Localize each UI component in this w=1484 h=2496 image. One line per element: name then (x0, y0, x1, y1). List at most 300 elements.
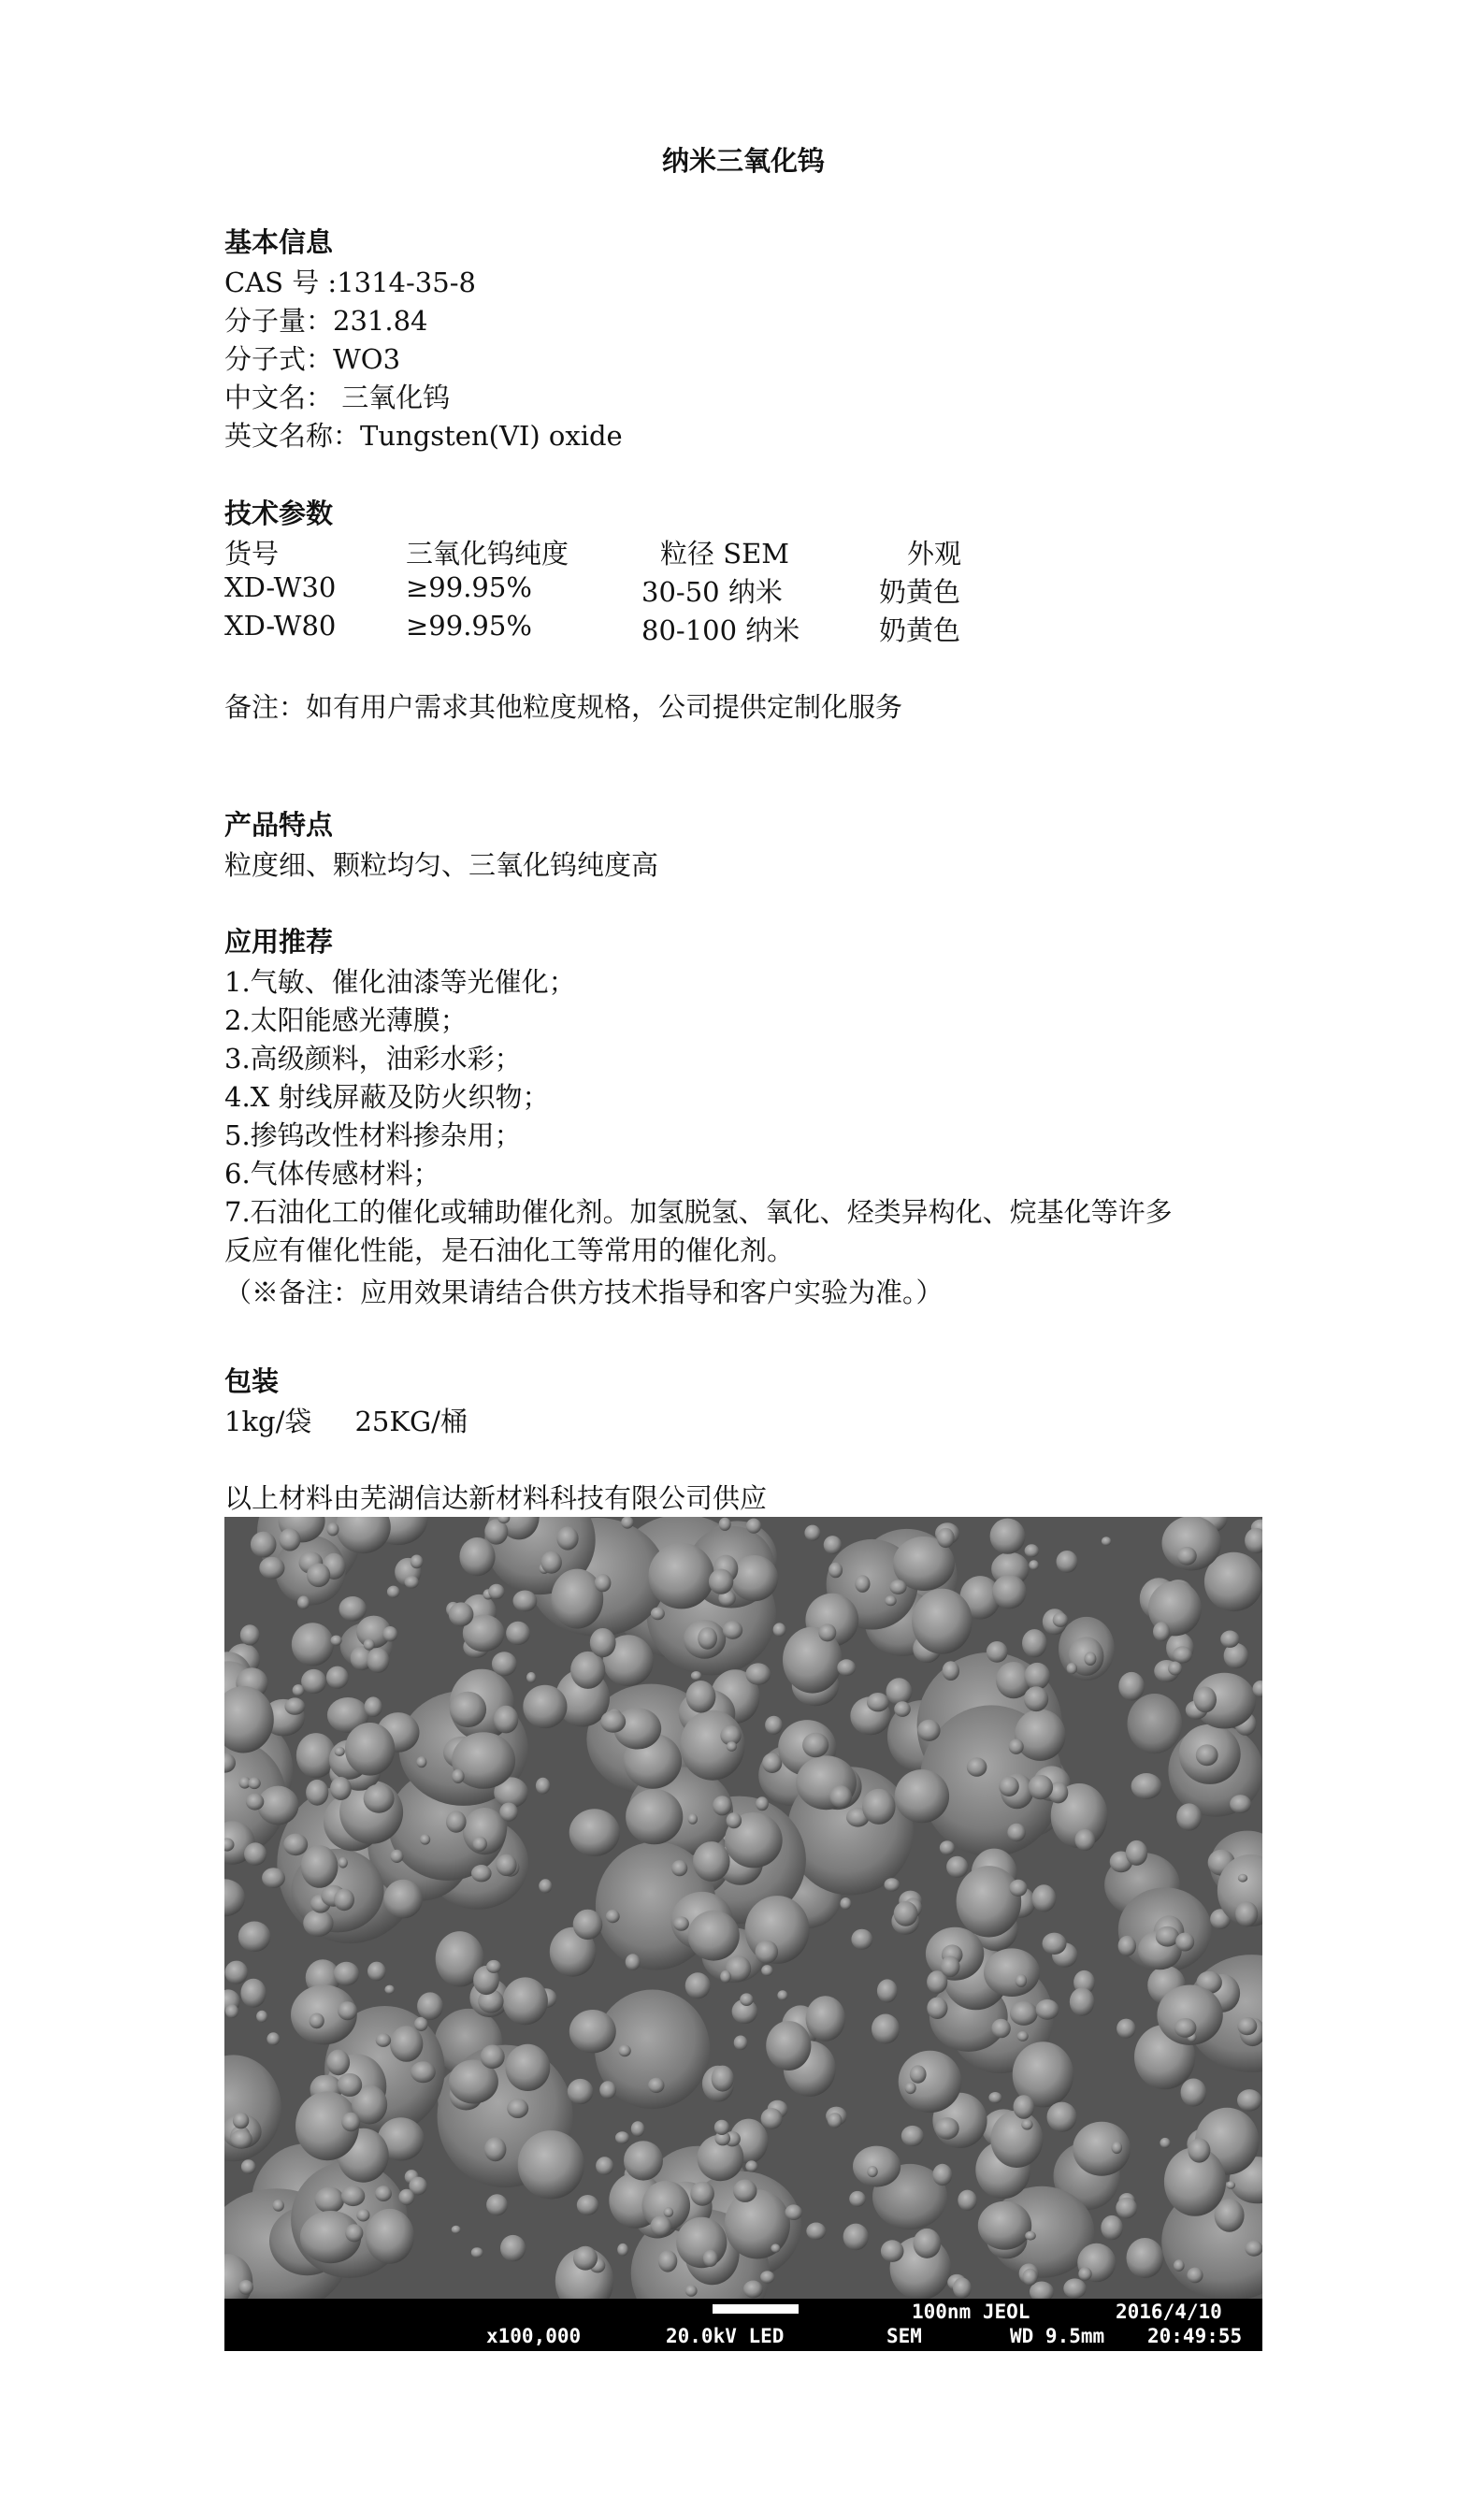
particle (745, 2160, 757, 2171)
particle (569, 2010, 616, 2053)
particle (303, 1910, 333, 1937)
particle (405, 1576, 419, 1588)
particle (756, 1796, 769, 1811)
particle (818, 1623, 836, 1641)
particle (760, 2271, 774, 2283)
particle (375, 2186, 392, 2201)
particle (416, 1756, 426, 1767)
particle (685, 1972, 711, 1998)
particle (626, 1954, 641, 1970)
particle (867, 2166, 877, 2177)
particle (1226, 2181, 1235, 2189)
particle (1196, 1744, 1218, 1766)
particle (341, 2113, 360, 2132)
sem-date: 2016/4/10 (1116, 2301, 1222, 2323)
particle (837, 1659, 856, 1676)
particle (912, 1589, 973, 1654)
particle (843, 2224, 869, 2251)
sem-mode: SEM (886, 2325, 922, 2347)
particle (590, 1628, 616, 1657)
particle (471, 2247, 483, 2258)
particle (449, 1602, 474, 1626)
list-item: 2.太阳能感光薄膜； (224, 1004, 468, 1036)
particle (1194, 1687, 1217, 1713)
list-item: 6.气体传感材料； (224, 1158, 440, 1190)
particle (895, 1769, 949, 1823)
particle (240, 1624, 260, 1645)
particle (773, 1623, 786, 1637)
particle (1078, 2267, 1091, 2280)
particle (685, 2285, 698, 2296)
particle (990, 1519, 1026, 1554)
particle (777, 1990, 787, 2000)
particle (1070, 1988, 1095, 2016)
particle (1009, 1880, 1027, 1897)
particle (488, 1584, 504, 1599)
particle (518, 2130, 584, 2199)
particle (339, 1596, 367, 1622)
particle (1156, 1926, 1179, 1947)
scale-bar (713, 2304, 799, 2314)
particle (486, 1960, 501, 1973)
particle (486, 2194, 508, 2215)
particle (259, 1557, 284, 1580)
particle (1174, 2018, 1197, 2038)
particle (1102, 1537, 1112, 1545)
particle (301, 1669, 326, 1694)
particle (390, 2026, 423, 2062)
tech-note: 备注：如有用户需求其他粒度规格，公司提供定制化服务 (224, 691, 903, 723)
particle (297, 1596, 310, 1609)
particle (940, 1840, 955, 1854)
particle (1174, 2259, 1185, 2272)
particle (673, 1916, 689, 1930)
particle (618, 2045, 630, 2057)
particle (885, 1595, 896, 1606)
particle (248, 1778, 261, 1790)
particle (881, 2240, 904, 2262)
particle (1238, 1874, 1247, 1883)
particle (867, 1693, 889, 1711)
table-row (224, 571, 1066, 609)
particle (914, 2229, 942, 2258)
sem-voltage: 20.0kV LED (666, 2325, 785, 2347)
particle (1230, 1795, 1251, 1813)
particle (1032, 1884, 1057, 1912)
sem-scale-label: 100nm JEOL (912, 2301, 1030, 2323)
particle (240, 1979, 266, 2008)
particle (1118, 1672, 1145, 1701)
particle (452, 1769, 464, 1783)
particle (1175, 1933, 1194, 1952)
particle (899, 2051, 962, 2113)
particle (761, 1965, 772, 1976)
particle (1160, 2138, 1170, 2148)
particle (1118, 1936, 1136, 1956)
particle (840, 1897, 851, 1910)
particle (338, 2073, 362, 2097)
particle (1057, 1551, 1078, 1573)
cell-code: XD-W30 (224, 571, 337, 603)
basic-line-cn-name: 中文名： 三氧化钨 (224, 382, 451, 413)
basic-line-cas: CAS 号 :1314-35-8 (224, 267, 476, 298)
particle (497, 1854, 517, 1876)
particle (905, 2082, 916, 2094)
particle (376, 2033, 391, 2047)
particle (334, 1889, 354, 1912)
list-item: 5.掺钨改性材料掺杂用； (224, 1119, 522, 1151)
particle (551, 1569, 603, 1629)
particle (541, 1551, 562, 1574)
cell-purity: ≥99.95% (406, 610, 532, 642)
particle (1176, 1803, 1202, 1830)
particle (615, 2131, 629, 2143)
sem-info-bar (224, 2299, 1262, 2351)
list-item: 3.高级颜料，油彩水彩； (224, 1043, 522, 1075)
particle (367, 1962, 386, 1982)
particle (503, 1977, 548, 2025)
particle (484, 2137, 506, 2161)
particle (719, 1518, 731, 1531)
particle (1029, 1560, 1039, 1570)
particle (1025, 2231, 1036, 2241)
particle (806, 1996, 845, 2041)
particle (411, 1555, 424, 1569)
particle (851, 1929, 872, 1950)
features-text: 粒度细、颗粒均匀、三氧化钨纯度高 (224, 849, 659, 881)
particle (1010, 2001, 1038, 2026)
particle (1128, 1694, 1183, 1753)
particle (690, 2182, 714, 2206)
particle (828, 2113, 842, 2128)
particle (802, 1733, 828, 1757)
particle (568, 2079, 594, 2104)
cell-code: XD-W80 (224, 610, 337, 642)
particle (693, 1841, 730, 1882)
particle (1220, 1631, 1239, 1648)
particle (1116, 2198, 1137, 2219)
list-item: 4.X 射线屏蔽及防火织物； (224, 1081, 550, 1113)
particle (1029, 1775, 1054, 1799)
packaging-text: 1kg/袋 25KG/桶 (224, 1406, 468, 1437)
particle (306, 1780, 328, 1806)
particle (1237, 2017, 1257, 2035)
particle (507, 2099, 528, 2118)
col-header-code: 货号 (224, 538, 280, 570)
particle (932, 2164, 952, 2186)
particle (471, 1865, 492, 1882)
particle (539, 1879, 552, 1893)
particle (365, 1696, 382, 1717)
particle (573, 1910, 603, 1940)
particle (730, 1555, 778, 1601)
particle (1053, 1613, 1068, 1627)
particle (894, 1701, 911, 1717)
particle (384, 1985, 395, 1995)
particle (762, 1753, 782, 1773)
particle (671, 1860, 687, 1876)
particle (339, 1857, 348, 1868)
cell-size: 80-100 纳米 (641, 614, 800, 646)
particle (727, 1812, 742, 1828)
particle (506, 1622, 530, 1645)
particle (283, 1834, 308, 1856)
particle (1015, 1710, 1066, 1761)
particle (901, 2126, 924, 2146)
particle (1024, 1686, 1048, 1711)
particle (624, 2141, 663, 2180)
particle (978, 2201, 1031, 2250)
particle (1126, 1840, 1147, 1866)
particle (910, 2065, 927, 2083)
list-item: 反应有催化性能，是石油化工等常用的催化剂。 (224, 1234, 795, 1266)
particle (886, 1678, 913, 1705)
particle (364, 1784, 395, 1813)
supplier-text: 以上材料由芜湖信达新材料科技有限公司供应 (224, 1482, 768, 1514)
particle (356, 2209, 369, 2222)
particle (824, 1536, 842, 1554)
particle (743, 2281, 763, 2299)
tech-table-header (224, 533, 1066, 570)
particle (855, 1575, 870, 1593)
page-title: 纳米三氧化钨 (661, 145, 825, 177)
particle (606, 1910, 620, 1923)
particle (1168, 1662, 1182, 1676)
particle (387, 1586, 400, 1598)
particle (600, 1710, 626, 1733)
particle (676, 2217, 727, 2268)
particle (523, 1685, 567, 1728)
particle (1131, 1773, 1162, 1799)
particle (853, 2146, 900, 2187)
particle (1067, 1663, 1077, 1674)
particle (937, 1528, 955, 1548)
particle (691, 1671, 701, 1681)
particle (733, 2180, 756, 2202)
particle (621, 1517, 633, 1529)
particle (648, 1543, 714, 1609)
particle (1063, 2278, 1086, 2298)
particle (734, 2036, 748, 2051)
particle (943, 1661, 959, 1681)
particle (885, 1878, 900, 1891)
particle (1025, 1544, 1039, 1557)
particle (746, 1519, 761, 1534)
particle (577, 2195, 598, 2215)
particle (829, 1785, 852, 1808)
particle (941, 1956, 960, 1978)
particle (420, 1834, 430, 1844)
particle (806, 2223, 826, 2241)
particle (273, 2200, 284, 2212)
particle (1127, 2238, 1164, 2278)
particle (492, 1652, 517, 1676)
particle (1237, 2089, 1261, 2111)
particle (917, 1720, 940, 1741)
particle (725, 2189, 790, 2258)
particle (284, 1697, 305, 1714)
particle (946, 1856, 968, 1878)
particle (238, 2280, 253, 2295)
particle (686, 1681, 716, 1713)
particle (225, 1961, 249, 1984)
particle (573, 2246, 598, 2271)
particle (262, 1868, 285, 1888)
particle (459, 1537, 495, 1576)
basic-line-weight: 分子量：231.84 (224, 305, 428, 337)
particle (599, 2081, 616, 2099)
particle (990, 2111, 1043, 2168)
particle (327, 1522, 339, 1536)
particle (231, 2129, 252, 2149)
particle (334, 1962, 359, 1986)
particle (330, 1777, 352, 1800)
particle (714, 2120, 729, 2135)
particle (452, 2226, 461, 2234)
particle (1187, 2268, 1203, 2284)
particle (727, 1741, 737, 1752)
list-item: 7.石油化工的催化或辅助催化剂。加氢脱氢、氧化、烃类异构化、烷基化等许多 (224, 1196, 1173, 1228)
particle (688, 1911, 740, 1961)
sem-time: 20:49:55 (1147, 2325, 1243, 2347)
particle (450, 1692, 486, 1727)
section-heading-basic: 基本信息 (224, 226, 334, 258)
section-heading-packaging: 包装 (224, 1365, 280, 1397)
particle (417, 1992, 443, 2020)
particle (500, 2235, 526, 2261)
particle (307, 1564, 330, 1588)
cell-purity: ≥99.95% (406, 571, 532, 603)
particle (494, 1706, 518, 1734)
particle (703, 2250, 718, 2267)
particle (712, 2066, 734, 2092)
particle (384, 1880, 423, 1919)
particle (398, 2189, 414, 2205)
particle (877, 1979, 898, 2002)
particle (862, 1789, 896, 1825)
particle (849, 2191, 866, 2207)
applications-note: （※备注：应用效果请结合供方技术指导和客户实验为准。） (224, 1277, 944, 1308)
section-heading-tech: 技术参数 (224, 498, 334, 529)
particle (1084, 1652, 1096, 1666)
particle (238, 1922, 271, 1953)
particle (1101, 2215, 1123, 2240)
particle (1017, 2031, 1029, 2042)
particle (1075, 1829, 1096, 1851)
particle (596, 2157, 613, 2175)
particle (310, 2013, 324, 2029)
cell-appearance: 奶黄色 (879, 576, 961, 608)
particle (257, 1786, 298, 1825)
particle (1112, 2142, 1123, 2154)
particle (513, 1591, 538, 1612)
particle (1188, 2138, 1210, 2162)
particle (1153, 1622, 1170, 1641)
list-item: 1.气敏、催化油漆等光催化； (224, 966, 576, 998)
section-heading-applications: 应用推荐 (224, 926, 334, 958)
particle (1235, 1901, 1258, 1926)
particle (713, 1796, 731, 1815)
particle (957, 1866, 1022, 1937)
particle (326, 1666, 349, 1689)
particle (785, 2204, 802, 2220)
particle (894, 1901, 918, 1926)
particle (506, 2044, 551, 2091)
particle (889, 1580, 906, 1594)
particle (698, 1627, 717, 1650)
particle (720, 1970, 731, 1983)
particle (315, 2187, 345, 2214)
particle (1177, 1547, 1197, 1565)
particle (709, 1569, 733, 1594)
particle (267, 2032, 280, 2045)
particle (999, 1776, 1019, 1796)
particle (935, 2117, 959, 2140)
col-header-size: 粒径 SEM (660, 538, 789, 570)
particle (987, 1641, 1008, 1663)
particle (688, 1813, 698, 1824)
particle (804, 1525, 820, 1541)
particle (1007, 1824, 1026, 1842)
particle (761, 2108, 783, 2129)
particle (745, 1663, 771, 1684)
particle (570, 1652, 605, 1689)
particle (1043, 1933, 1067, 1955)
particle (723, 1621, 742, 1639)
particle (569, 1809, 620, 1856)
cell-appearance: 奶黄色 (879, 614, 961, 646)
particle (225, 2004, 238, 2018)
particle (1016, 1974, 1027, 1987)
particle (341, 2186, 365, 2206)
particle (366, 2209, 414, 2264)
sem-micrograph (224, 1517, 1262, 2351)
particle (1023, 2269, 1038, 2286)
basic-line-en-name: 英文名称：Tungsten(VI) oxide (224, 420, 623, 452)
particle (756, 1941, 779, 1964)
particle (651, 2215, 672, 2236)
col-header-appearance: 外观 (907, 538, 962, 570)
sem-wd: WD 9.5mm (1010, 2325, 1105, 2347)
particle (984, 1948, 1040, 1997)
particle (526, 1672, 536, 1682)
particle (664, 2207, 674, 2217)
particle (301, 1845, 339, 1888)
particle (481, 2045, 505, 2070)
particle (617, 2244, 628, 2256)
particle (765, 1716, 783, 1735)
particle (595, 1574, 612, 1592)
particle (327, 2050, 351, 2076)
particle (958, 2190, 976, 2211)
particle (536, 1778, 550, 1795)
particle (364, 1639, 375, 1651)
particle (556, 1526, 578, 1550)
particle (631, 2121, 645, 2136)
particle (991, 2019, 1010, 2039)
particle (338, 2001, 357, 2020)
particle (499, 1803, 518, 1822)
particle (335, 1747, 345, 1756)
particle (241, 2159, 256, 2173)
particle (988, 2092, 1001, 2103)
particle (251, 1532, 277, 1558)
particle (1117, 2019, 1135, 2039)
particle (953, 2278, 972, 2299)
particle (345, 1723, 395, 1776)
particle (1021, 2119, 1032, 2129)
particle (293, 1684, 305, 1696)
